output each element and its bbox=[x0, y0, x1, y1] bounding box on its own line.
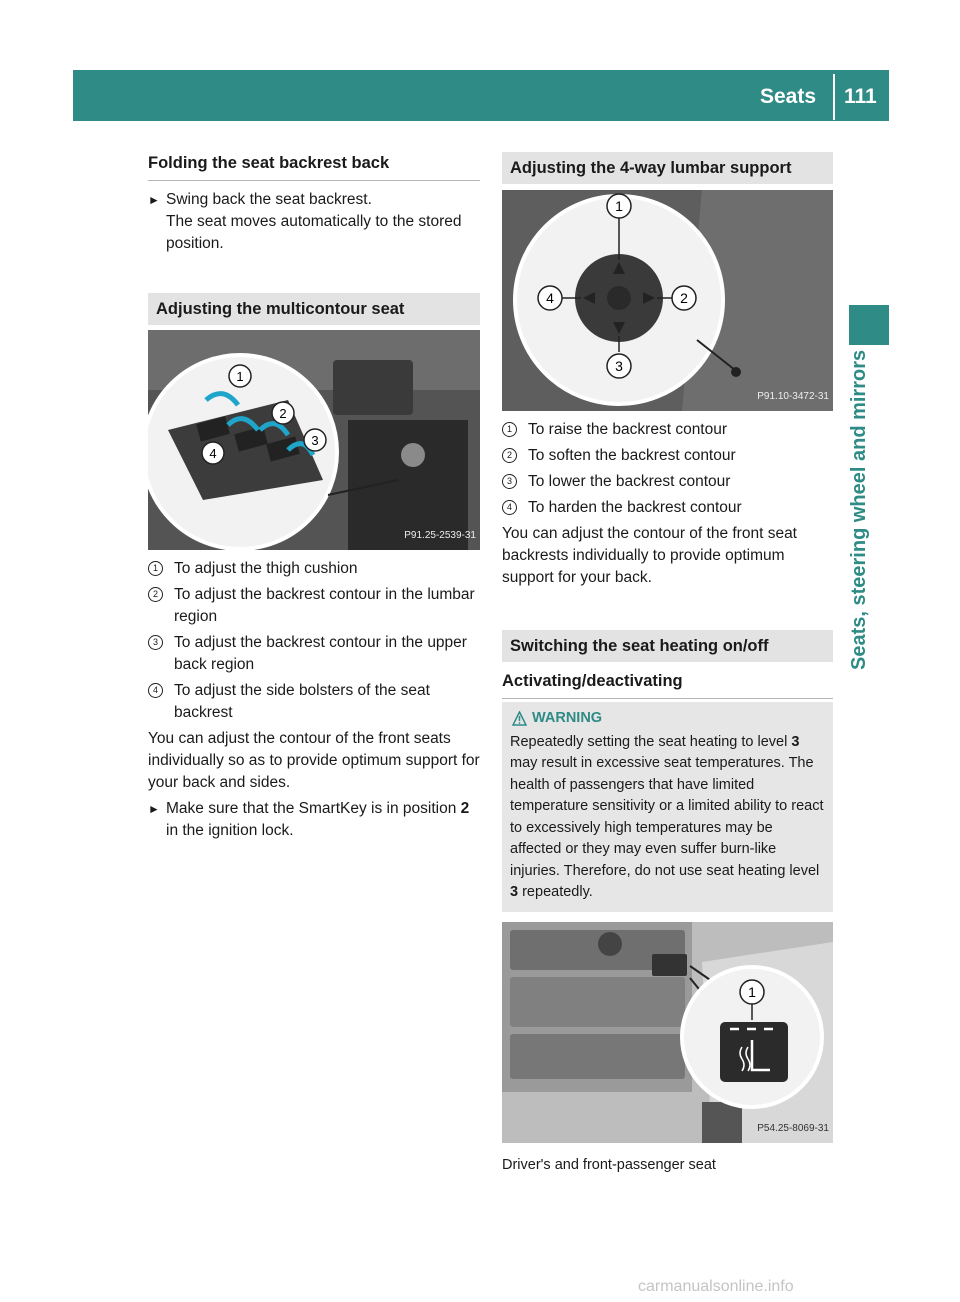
page-number: 111 bbox=[844, 85, 877, 108]
seat-heating-illustration bbox=[502, 922, 833, 1143]
svg-text:2: 2 bbox=[279, 406, 287, 421]
smartkey-step-text: Make sure that the SmartKey is in position bbox=[166, 800, 461, 817]
lumbar-text bbox=[502, 419, 833, 589]
multicontour-illustration bbox=[148, 330, 480, 550]
list-item bbox=[148, 558, 480, 580]
level-value: 3 bbox=[510, 884, 519, 900]
heating-section bbox=[502, 630, 833, 699]
svg-text:1: 1 bbox=[236, 369, 244, 384]
list-item bbox=[502, 497, 833, 519]
warning-box bbox=[502, 702, 833, 912]
warning-text bbox=[510, 732, 825, 904]
num-badge: 3 bbox=[148, 635, 163, 650]
list-item-text: To raise the backrest contour bbox=[528, 421, 728, 438]
num-badge: 3 bbox=[502, 474, 517, 489]
multicontour-section bbox=[148, 293, 480, 325]
folding-step bbox=[148, 189, 480, 255]
list-item-text: To adjust the thigh cushion bbox=[174, 560, 358, 577]
list-item bbox=[148, 584, 480, 628]
warning-text-part: may result in excessive seat temperatures. The health of passengers that have limited temperature sensitivity or a limited ability to react to excessively high temperatures may be affected or they may even suffer burn-like injuries. Therefore, do not use seat heating level bbox=[510, 755, 824, 879]
heating-subheading: Activating/deactivating bbox=[502, 670, 833, 699]
num-badge: 1 bbox=[502, 422, 517, 437]
step-arrow-icon: ► bbox=[148, 193, 160, 207]
list-item bbox=[148, 632, 480, 676]
heating-heading: Switching the seat heating on/off bbox=[502, 630, 833, 662]
folding-heading: Folding the seat backrest back bbox=[148, 152, 480, 181]
lumbar-paragraph: You can adjust the contour of the front seat backrests individually to provide optimum support for your back. bbox=[502, 525, 797, 586]
lumbar-support-figure bbox=[502, 190, 833, 411]
header-divider bbox=[833, 74, 835, 120]
figure-caption: Driver's and front-passenger seat bbox=[502, 1157, 716, 1173]
list-item-text: To adjust the side bolsters of the seat backrest bbox=[174, 682, 430, 721]
left-column bbox=[148, 152, 480, 255]
list-item bbox=[502, 445, 833, 467]
num-badge: 2 bbox=[148, 587, 163, 602]
warning-icon bbox=[512, 711, 527, 726]
list-item-text: To harden the backrest contour bbox=[528, 499, 742, 516]
seat-heating-figure bbox=[502, 922, 833, 1143]
list-item-text: To soften the backrest contour bbox=[528, 447, 736, 464]
figure-id: P91.25-2539-31 bbox=[404, 530, 476, 541]
svg-text:4: 4 bbox=[209, 446, 217, 461]
watermark: carmanualsonline.info bbox=[638, 1278, 794, 1295]
lumbar-heading: Adjusting the 4-way lumbar support bbox=[502, 152, 833, 184]
warning-text-part: repeatedly. bbox=[518, 884, 593, 900]
folding-result-text: The seat moves automatically to the stored position. bbox=[166, 213, 462, 252]
figure-id: P91.10-3472-31 bbox=[757, 391, 829, 402]
warning-title bbox=[510, 708, 825, 730]
position-value: 2 bbox=[460, 800, 470, 817]
chapter-tab-marker bbox=[849, 305, 889, 345]
multicontour-paragraph: You can adjust the contour of the front seats individually so as to provide optimum support for your back and sides. bbox=[148, 730, 480, 791]
list-item bbox=[148, 680, 480, 724]
step-arrow-icon: ► bbox=[148, 802, 160, 816]
list-item-text: To lower the backrest contour bbox=[528, 473, 731, 490]
svg-text:1: 1 bbox=[615, 198, 623, 214]
multicontour-seat-figure bbox=[148, 330, 480, 550]
smartkey-step-text-end: in the ignition lock. bbox=[166, 822, 294, 839]
list-item-text: To adjust the backrest contour in the lumbar region bbox=[174, 586, 475, 625]
svg-text:3: 3 bbox=[615, 358, 623, 374]
num-badge: 4 bbox=[148, 683, 163, 698]
page-section-title: Seats bbox=[760, 85, 817, 108]
warning-title-text: WARNING bbox=[532, 710, 603, 726]
smartkey-step bbox=[148, 798, 480, 842]
svg-text:4: 4 bbox=[546, 290, 554, 306]
svg-text:2: 2 bbox=[680, 290, 688, 306]
num-badge: 2 bbox=[502, 448, 517, 463]
svg-text:1: 1 bbox=[748, 984, 756, 1000]
chapter-tab-label: Seats, steering wheel and mirrors bbox=[848, 350, 870, 671]
folding-step-text: Swing back the seat backrest. bbox=[166, 191, 372, 208]
list-item-text: To adjust the backrest contour in the upper back region bbox=[174, 634, 467, 673]
figure-id: P54.25-8069-31 bbox=[757, 1123, 829, 1134]
list-item bbox=[502, 419, 833, 441]
svg-text:3: 3 bbox=[311, 433, 319, 448]
multicontour-heading: Adjusting the multicontour seat bbox=[148, 293, 480, 325]
multicontour-text bbox=[148, 558, 480, 842]
num-badge: 4 bbox=[502, 500, 517, 515]
num-badge: 1 bbox=[148, 561, 163, 576]
lumbar-illustration bbox=[502, 190, 833, 411]
lumbar-section bbox=[502, 152, 833, 184]
level-value: 3 bbox=[791, 733, 800, 750]
list-item bbox=[502, 471, 833, 493]
warning-text-part: Repeatedly setting the seat heating to level bbox=[510, 733, 792, 750]
